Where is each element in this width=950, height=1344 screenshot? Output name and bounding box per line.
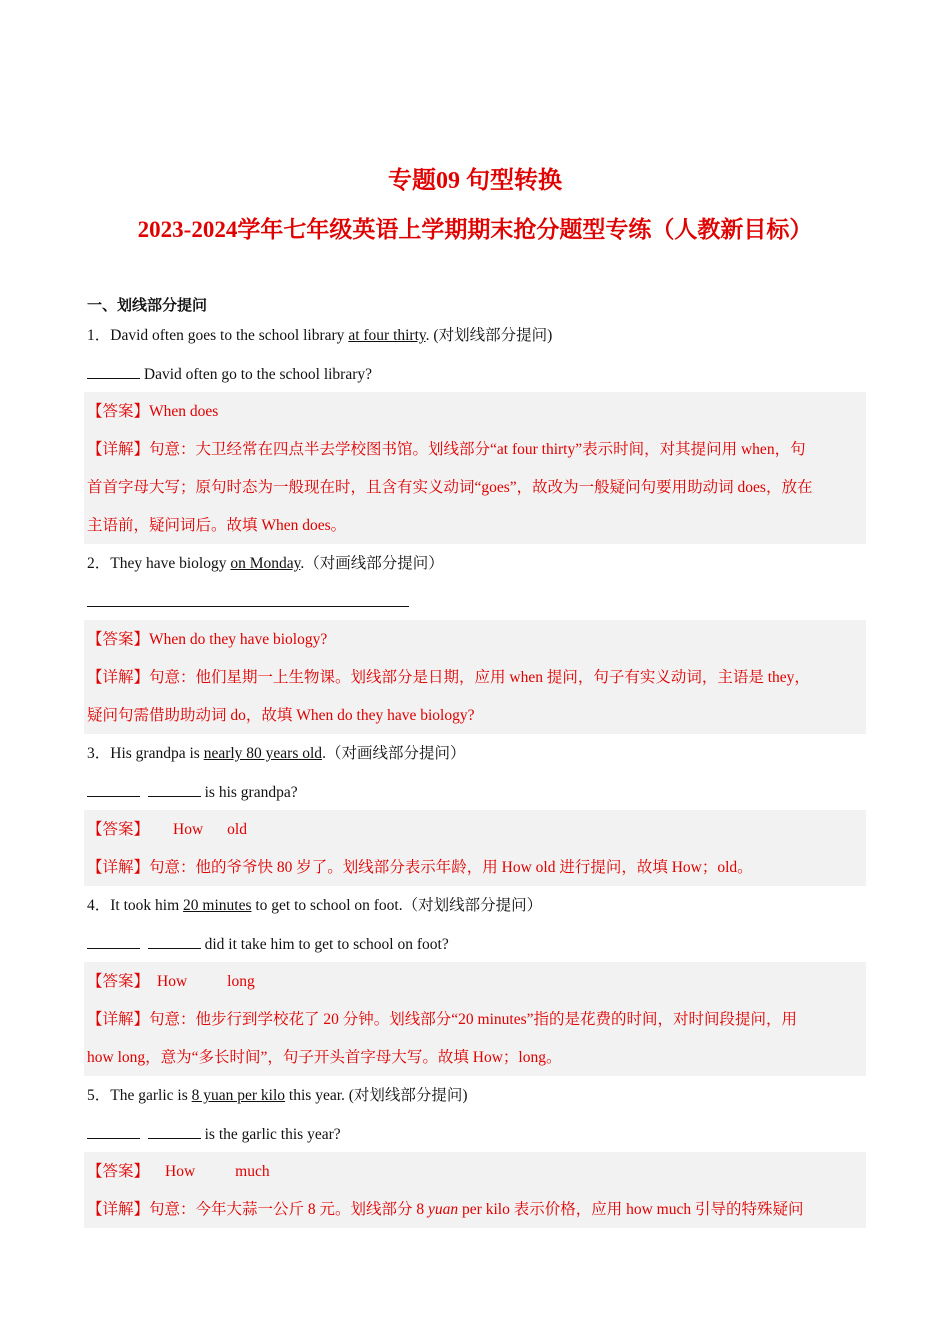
question-4: 4．It took him 20 minutes to get to school on foot.（对划线部分提问） bbox=[87, 897, 543, 914]
answer-1: 【答案】When does bbox=[87, 403, 219, 420]
detail-1-line-2: 首首字母大写；原句时态为一般现在时，且含有实义动词“goes”，故改为一般疑问句要用助动词 does，放在 bbox=[87, 479, 813, 496]
detail-5-line-1: 【详解】句意：今年大蒜一公斤 8 元。划线部分 8 yuan per kilo 表示价格，应用 how much 引导的特殊疑问 bbox=[87, 1201, 804, 1218]
answer-blank bbox=[87, 1124, 140, 1139]
section-heading: 一、划线部分提问 bbox=[87, 296, 208, 314]
answer-blank bbox=[87, 782, 140, 797]
detail-1-line-1: 【详解】句意：大卫经常在四点半去学校图书馆。划线部分“at four thirty”表示时间，对其提问用 when，句 bbox=[87, 441, 806, 458]
answer-blank bbox=[148, 934, 201, 949]
question-5: 5．The garlic is 8 yuan per kilo this year. (对划线部分提问) bbox=[87, 1087, 468, 1104]
detail-2-line-1: 【详解】句意：他们星期一上生物课。划线部分是日期，应用 when 提问，句子有实义动词，主语是 they， bbox=[87, 669, 810, 686]
answer-blank bbox=[148, 1124, 201, 1139]
detail-1-line-3: 主语前，疑问词后。故填 When does。 bbox=[87, 517, 347, 534]
answer-blank bbox=[87, 592, 409, 607]
question-5-blank-line: is the garlic this year? bbox=[87, 1124, 341, 1145]
underlined-phrase: 8 yuan per kilo bbox=[191, 1087, 286, 1104]
detail-4-line-2: how long，意为“多长时间”，句子开头首字母大写。故填 How；long。 bbox=[87, 1049, 562, 1066]
underlined-phrase: 20 minutes bbox=[183, 897, 252, 914]
answer-2: 【答案】When do they have biology? bbox=[87, 631, 328, 648]
answer-blank bbox=[148, 782, 201, 797]
answer-blank bbox=[87, 934, 140, 949]
detail-2-line-2: 疑问句需借助助动词 do，故填 When do they have biology? bbox=[87, 707, 475, 724]
answer-4: 【答案】 How long bbox=[87, 973, 255, 990]
answer-blank bbox=[87, 364, 140, 379]
detail-4-line-1: 【详解】句意：他步行到学校花了 20 分钟。划线部分“20 minutes”指的是花费的时间，对时间段提问，用 bbox=[87, 1011, 797, 1028]
underlined-phrase: on Monday bbox=[230, 555, 301, 572]
question-3-blank-line: is his grandpa? bbox=[87, 782, 298, 803]
question-3: 3．His grandpa is nearly 80 years old.（对画线部分提问） bbox=[87, 745, 466, 762]
question-4-blank-line: did it take him to get to school on foot? bbox=[87, 934, 449, 955]
page-title: 专题09 句型转换 bbox=[388, 168, 562, 194]
question-1: 1．David often goes to the school library at four thirty. (对划线部分提问) bbox=[87, 327, 553, 344]
answer-5: 【答案】 How much bbox=[87, 1163, 270, 1180]
question-2: 2．They have biology on Monday.（对画线部分提问） bbox=[87, 555, 444, 572]
answer-3: 【答案】 How old bbox=[87, 821, 247, 838]
question-2-blank-line bbox=[87, 592, 409, 613]
question-1-blank-line: David often go to the school library? bbox=[87, 364, 372, 385]
underlined-phrase: at four thirty bbox=[348, 327, 426, 344]
detail-3-line-1: 【详解】句意：他的爷爷快 80 岁了。划线部分表示年龄，用 How old 进行提问，故填 How；old。 bbox=[87, 859, 753, 876]
page-subtitle: 2023-2024学年七年级英语上学期期末抢分题型专练（人教新目标） bbox=[137, 217, 813, 242]
underlined-phrase: nearly 80 years old bbox=[203, 745, 323, 762]
